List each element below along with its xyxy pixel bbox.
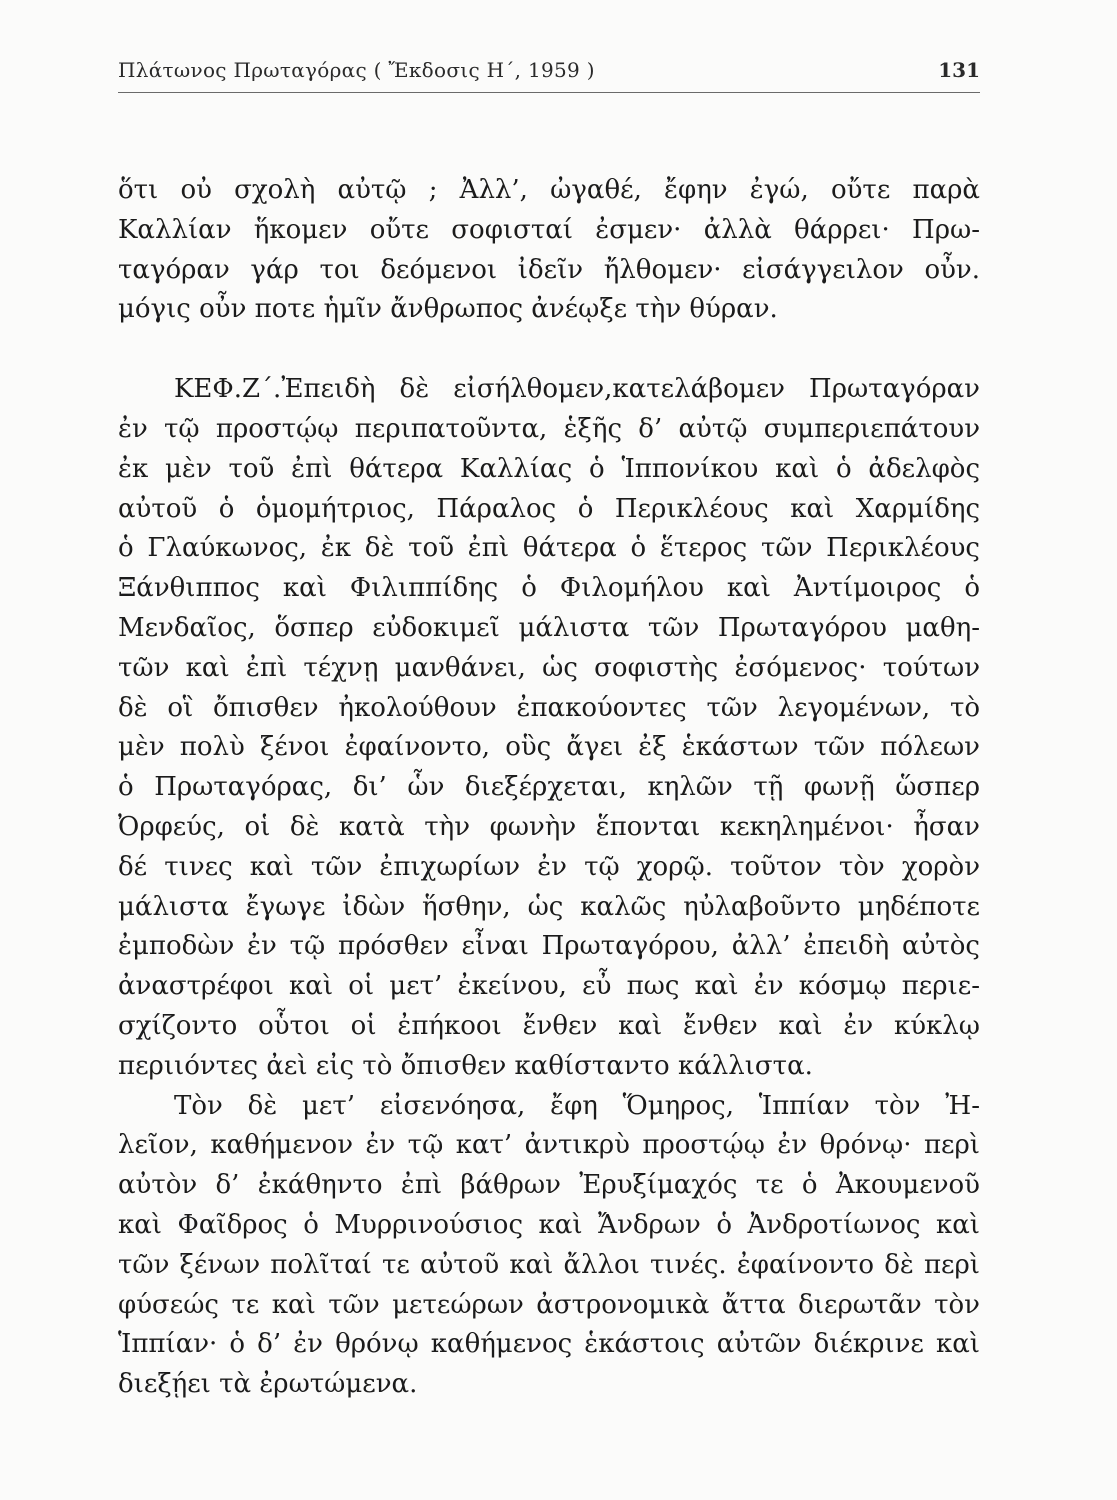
text-line: ἀναστρέφοι καὶ οἱ μετ’ ἐκείνου, εὖ πως καὶ ἐν κόσμῳ περιε- [118,971,980,1002]
text-line: τῶν καὶ ἐπὶ τέχνῃ μανθάνει, ὡς σοφιστὴς ἐσόμενος· τούτων [118,652,980,683]
text-line: δὲ οἳ ὄπισθεν ἠκολούθουν ἐπακούοντες τῶν λεγομένων, τὸ [118,692,980,723]
text-line: δέ τινες καὶ τῶν ἐπιχωρίων ἐν τῷ χορῷ. τοῦτον τὸν χορὸν [118,851,980,882]
text-line: ταγόραν γάρ τοι δεόμενοι ἰδεῖν ἤλθομεν· εἰσάγγειλον οὖν. [118,254,980,285]
text-line: φύσεώς τε καὶ τῶν μετεώρων ἀστρονομικὰ ἄττα διερωτᾶν τὸν [118,1289,980,1320]
text-line: διεξῄει τὰ ἐρωτώμενα. [118,1369,418,1400]
text-line: ὁ Γλαύκωνος, ἐκ δὲ τοῦ ἐπὶ θάτερα ὁ ἕτερος τῶν Περικλέους [118,533,980,564]
text-line: ΚΕΦ.Ζ΄.Ἐπειδὴ δὲ εἰσήλθομεν,κατελάβομεν Πρωταγόραν [174,374,980,405]
text-line: περιιόντες ἀεὶ εἰς τὸ ὄπισθεν καθίσταντο κάλλιστα. [118,1050,813,1081]
text-line: αὐτοῦ ὁ ὁμομήτριος, Πάραλος ὁ Περικλέους καὶ Χαρμίδης [118,493,980,524]
text-line: Μενδαῖος, ὅσπερ εὐδοκιμεῖ μάλιστα τῶν Πρωταγόρου μαθη- [118,612,980,643]
body-text [118,171,980,1405]
paragraph [118,370,980,1086]
text-line: σχίζοντο οὗτοι οἱ ἐπήκοοι ἔνθεν καὶ ἔνθεν καὶ ἐν κύκλῳ [118,1010,980,1041]
paragraph [118,1087,980,1405]
text-line: ὅτι οὐ σχολὴ αὐτῷ ; Ἀλλ’, ὠγαθέ, ἔφην ἐγώ, οὔτε παρὰ [118,175,980,205]
page-number: 131 [938,58,980,82]
running-title: Πλάτωνος Πρωταγόρας ( Ἔκδοσις Η΄, 1959 ) [118,58,595,82]
text-line: καὶ Φαῖδρος ὁ Μυρρινούσιος καὶ Ἄνδρων ὁ Ἀνδροτίωνος καὶ [118,1209,980,1240]
book-page [118,52,980,1472]
text-line: ἐκ μὲν τοῦ ἐπὶ θάτερα Καλλίας ὁ Ἱππονίκου καὶ ὁ ἀδελφὸς [118,453,980,484]
running-head [118,52,980,93]
paragraph-gap [118,330,980,370]
text-line: ἐν τῷ προστῴῳ περιπατοῦντα, ἑξῆς δ’ αὐτῷ συμπεριεπάτουν [118,413,980,444]
text-line: Ὀρφεύς, οἱ δὲ κατὰ τὴν φωνὴν ἕπονται κεκηλημένοι· ἦσαν [118,811,980,842]
text-line: αὐτὸν δ’ ἐκάθηντο ἐπὶ βάθρων Ἐρυξίμαχός τε ὁ Ἀκουμενοῦ [118,1170,980,1201]
text-line: Ξάνθιππος καὶ Φιλιππίδης ὁ Φιλομήλου καὶ Ἀντίμοιρος ὁ [118,573,980,604]
text-line: ὁ Πρωταγόρας, δι’ ὧν διεξέρχεται, κηλῶν τῇ φωνῇ ὥσπερ [118,772,980,803]
text-line: μὲν πολὺ ξένοι ἐφαίνοντο, οὓς ἄγει ἐξ ἑκάστων τῶν πόλεων [118,732,980,763]
text-line: μόγις οὖν ποτε ἡμῖν ἄνθρωπος ἀνέῳξε τὴν θύραν. [118,294,778,325]
text-line: λεῖον, καθήμενον ἐν τῷ κατ’ ἀντικρὺ προστῴῳ ἐν θρόνῳ· περὶ [118,1130,980,1161]
text-line: ἐμποδὼν ἐν τῷ πρόσθεν εἶναι Πρωταγόρου, ἀλλ’ ἐπειδὴ αὐτὸς [118,931,980,962]
text-line: τῶν ξένων πολῖταί τε αὐτοῦ καὶ ἄλλοι τινές. ἐφαίνοντο δὲ περὶ [118,1249,980,1280]
text-line: Τὸν δὲ μετ’ εἰσενόησα, ἔφη Ὅμηρος, Ἱππίαν τὸν Ἠ- [174,1090,980,1121]
paragraph [118,171,980,330]
text-line: μάλιστα ἔγωγε ἰδὼν ἥσθην, ὡς καλῶς ηὐλαβοῦντο μηδέποτε [118,891,980,922]
text-line: Καλλίαν ἥκομεν οὔτε σοφισταί ἐσμεν· ἀλλὰ θάρρει· Πρω- [118,214,980,245]
text-line: Ἱππίαν· ὁ δ’ ἐν θρόνῳ καθήμενος ἑκάστοις αὐτῶν διέκρινε καὶ [118,1329,980,1360]
